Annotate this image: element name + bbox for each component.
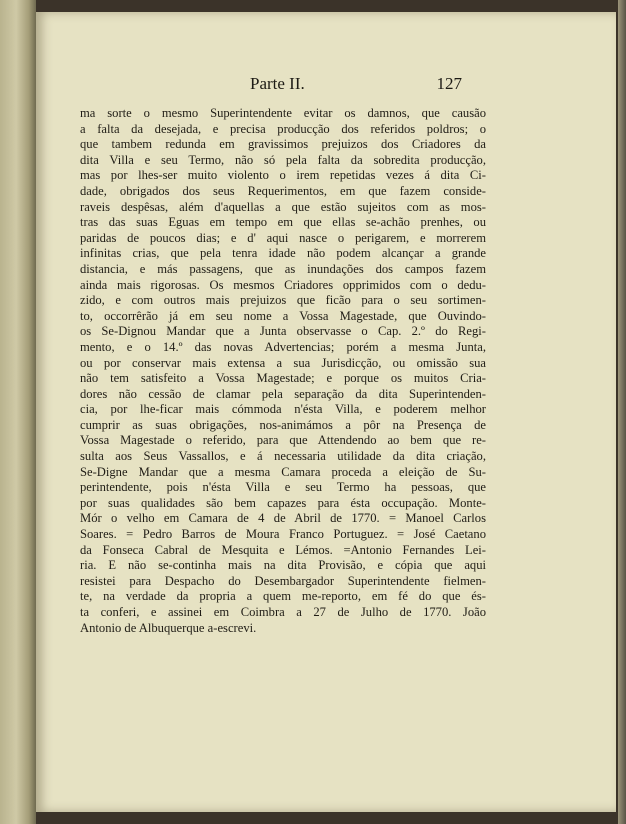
text-line: infinitas crias, que pela tenra idade não podem alcançar a grande (80, 246, 486, 261)
text-line: da Fonseca Cabral de Mesquita e Lémos. =Antonio Fernandes Lei- (80, 542, 486, 557)
text-line: ou por conservar mais extensa a sua Jurisdicção, ou omissão sua (80, 355, 486, 370)
text-line: que tambem redunda em gravissimos prejuizos dos Criadores da (80, 137, 486, 152)
page-edge-shadow (618, 0, 626, 824)
text-line: to, occorrêrão já em seu nome a Vossa Magestade, que Ouvindo- (80, 308, 486, 323)
page-header (36, 74, 616, 98)
text-line: tras das suas Eguas em tempo em que ellas se-achão prenhes, ou (80, 215, 486, 230)
text-line: Se-Digne Mandar que a mesma Camara proceda a eleição de Su- (80, 464, 486, 479)
text-line: a falta da desejada, e precisa producção dos referidos poldros; o (80, 121, 486, 136)
text-line: dade, obrigados dos seus Requerimentos, em que fazem conside- (80, 183, 486, 198)
page-number: 127 (436, 74, 462, 93)
running-head: Parte II. (250, 74, 305, 93)
text-line: raveis despêsas, além d'aquellas a que estão sujeitos com as mos- (80, 199, 486, 214)
text-line: por suas qualidades são bem capazes para ésta occupação. Monte- (80, 495, 486, 510)
text-line: Vossa Magestade o referido, para que Attendendo ao bem que re- (80, 433, 486, 448)
text-line: te, na verdade da propria a quem me-reporto, em fé do que és- (80, 589, 486, 604)
text-line: mas por lhes-ser muito violento o irem repetidas vezes á dita Ci- (80, 168, 486, 183)
text-line: distancia, e más passagens, que as inundações dos campos fazem (80, 261, 486, 276)
text-line: sulta aos Seus Vassallos, e á necessaria utilidade da dita criação, (80, 449, 486, 464)
text-line: zido, e com outros mais prejuizos que ficão para o seu sortimen- (80, 293, 486, 308)
text-line: os Se-Dignou Mandar que a Junta observasse o Cap. 2.º do Regi- (80, 324, 486, 339)
text-line: não tem satisfeito a Vossa Magestade; e porque os muitos Cria- (80, 371, 486, 386)
text-line: dita Villa e seu Termo, não só pela falta da sobredita producção, (80, 152, 486, 167)
text-line: Mór o velho em Camara de 4 de Abril de 1770. = Manoel Carlos (80, 511, 486, 526)
text-line: perintendente, pois n'ésta Villa e seu Termo ha pessoas, que (80, 480, 486, 495)
text-line: ainda mais rigorosas. Os mesmos Criadores opprimidos com o dedu- (80, 277, 486, 292)
text-line: mento, e o 14.º das novas Advertencias; porém a mesma Junta, (80, 339, 486, 354)
text-line: paridas de poucos dias; e d' aqui nasce o perigarem, e morrerem (80, 230, 486, 245)
body-text (80, 106, 486, 636)
text-line: ma sorte o mesmo Superintendente evitar os damnos, que causão (80, 106, 486, 120)
text-line: ta conferi, e assinei em Coimbra a 27 de Julho de 1770. João (80, 605, 486, 619)
text-line: Soares. = Pedro Barros de Moura Franco Portuguez. = José Caetano (80, 527, 486, 542)
facing-page-edge (0, 0, 36, 824)
text-line: dores não cessão de clamar pela separação da dita Superintenden- (80, 386, 486, 401)
book-page (36, 12, 616, 812)
text-line: Antonio de Albuquerque a-escrevi. (80, 620, 257, 635)
text-line: cia, por lhe-ficar mais cómmoda n'ésta Villa, e poderem melhor (80, 402, 486, 417)
text-line: cumprir as suas obrigações, nos-animámos a pôr na Presença de (80, 417, 486, 432)
text-line: ria. E não se-continha mais na dita Provisão, e cópia que aqui (80, 558, 486, 573)
text-line: resistei para Despacho do Desembargador Superintendente fielmen- (80, 573, 486, 588)
